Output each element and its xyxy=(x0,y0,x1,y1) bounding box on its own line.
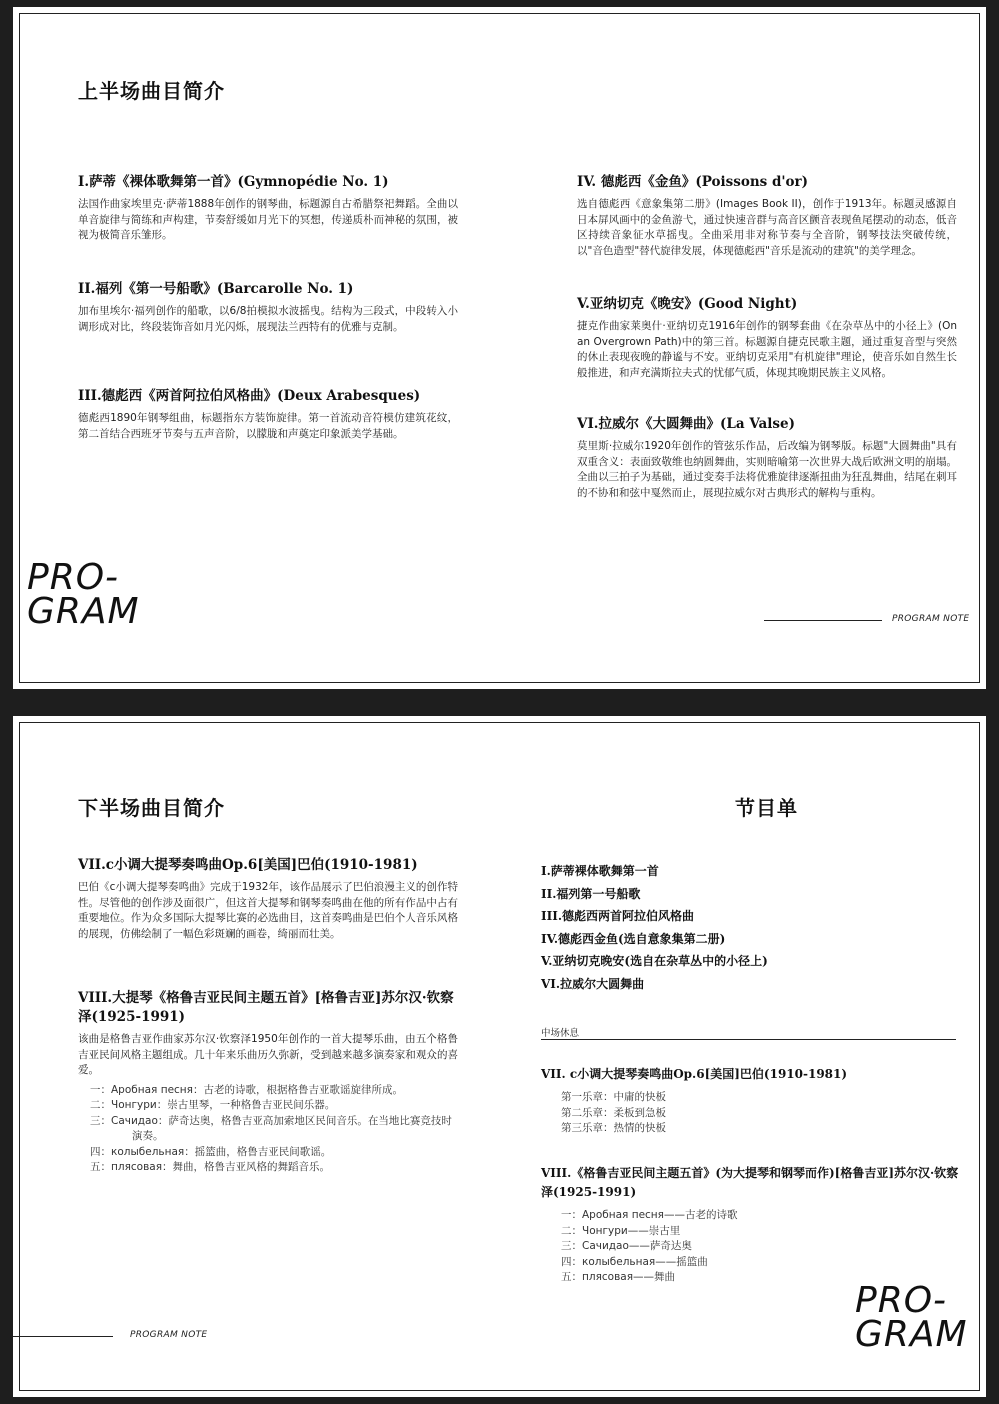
program-item: V.亚纳切克晚安(选自在杂草丛中的小径上) xyxy=(541,954,768,968)
interval-label: 中场休息 xyxy=(541,1028,580,1039)
movement-item: 二：Чонгури——崇古里 xyxy=(561,1224,681,1237)
piece-4 xyxy=(577,173,957,259)
movement-list xyxy=(561,1090,956,1137)
piece-title: IV. 德彪西《金鱼》(Poissons d'or) xyxy=(577,174,809,190)
part-title: VII. c小调大提琴奏鸣曲Op.6[美国]巴伯(1910-1981) xyxy=(541,1067,848,1081)
piece-title: V.亚纳切克《晚安》(Good Night) xyxy=(577,296,798,312)
piece-1 xyxy=(78,173,458,244)
program-spread-first-half xyxy=(0,0,999,699)
piece-title: VI.拉威尔《大圆舞曲》(La Valse) xyxy=(577,416,796,432)
piece-text: 巴伯《c小调大提琴奏鸣曲》完成于1932年，该作品展示了巴伯浪漫主义的创作特性。尽管他的创作涉及面很广，但这首大提琴和钢琴奏鸣曲在他的所有作品中占有重要地位。作为众多国际大提琴比赛的必选曲目，这首奏鸣曲是巴伯个人音乐风格的展现，仿佛绘制了一幅色彩斑斓的画卷，绮丽而壮美。 xyxy=(78,881,458,940)
piece-text: 法国作曲家埃里克·萨蒂1888年创作的钢琴曲，标题源自古希腊祭祀舞蹈。全曲以单音旋律与简练和声构建，节奏舒缓如月光下的冥想，传递质朴而神秘的氛围，被视为极简音乐雏形。 xyxy=(78,198,458,241)
movement-list xyxy=(561,1208,961,1286)
piece-text: 捷克作曲家莱奥什·亚纳切克1916年创作的钢琴套曲《在杂草丛中的小径上》(On an Overgrown Path)中的第三首。标题源自捷克民歌主题，通过重复音型与突然的休止表现夜晚的静谧与不安。亚纳切克采用"有机旋律"理论，使音乐如自然生长般推进，和声充满斯拉夫式的忧郁气质，体现其晚期民族主义风格。 xyxy=(577,320,957,379)
program-part-8 xyxy=(541,1164,961,1286)
piece-title: VII.c小调大提琴奏鸣曲Op.6[美国]巴伯(1910-1981) xyxy=(78,857,418,873)
logo-line-2: GRAM xyxy=(855,1314,968,1355)
paper-page xyxy=(13,716,986,1397)
page-heading: 上半场曲目简介 xyxy=(78,79,225,103)
list-item: 五：плясовая：舞曲，格鲁吉亚风格的舞蹈音乐。 xyxy=(90,1161,331,1173)
piece-title: III.德彪西《两首阿拉伯风格曲》(Deux Arabesques) xyxy=(78,388,421,404)
note-divider xyxy=(764,620,882,621)
program-logo xyxy=(855,1280,968,1355)
movement-item: 四：колыбельная——摇篮曲 xyxy=(561,1255,708,1268)
piece-5 xyxy=(577,295,957,381)
piece-6 xyxy=(577,415,957,501)
logo-line-2: GRAM xyxy=(27,591,140,632)
part-title: VIII.《格鲁吉亚民间主题五首》(为大提琴和钢琴而作)[格鲁吉亚]苏尔汉·钦察泽(1925-1991) xyxy=(541,1166,959,1199)
list-item: 二：Чонгури：崇古里琴，一种格鲁吉亚民间乐器。 xyxy=(90,1099,336,1111)
piece-text: 选自德彪西《意象集第二册》(Images Book II)，创作于1913年。标题灵感源自日本屏风画中的金鱼游弋，通过快速音群与高音区颤音表现鱼尾摆动的动态，低音区持续音象征水草摇曳。全曲采用非对称节奏与全音阶，钢琴技法突破传统，以"音色造型"替代旋律发展，体现德彪西"音乐是流动的建筑"的美学理念。 xyxy=(577,198,957,257)
page-heading-second-half: 下半场曲目简介 xyxy=(78,796,225,820)
piece-title: I.萨蒂《裸体歌舞第一首》(Gymnopédie No. 1) xyxy=(78,174,389,190)
interval-divider xyxy=(541,1039,956,1040)
program-list xyxy=(541,860,768,995)
program-note-label: PROGRAM NOTE xyxy=(130,1330,208,1340)
program-part-7 xyxy=(541,1065,956,1137)
program-item: II.福列第一号船歌 xyxy=(541,886,641,901)
logo-line-1: PRO- xyxy=(27,557,120,598)
movement-item: 三：Сачидао——萨奇达奥 xyxy=(561,1240,692,1252)
program-spread-second-half xyxy=(0,709,999,1404)
list-item: 一：Аробная песня：古老的诗歌，根据格鲁吉亚歌谣旋律所成。 xyxy=(90,1083,403,1096)
movement-item: 第三乐章：热情的快板 xyxy=(561,1122,666,1134)
movement-item: 五：плясовая——舞曲 xyxy=(561,1271,676,1283)
movement-item: 第二乐章：柔板到急板 xyxy=(561,1106,666,1119)
piece-3 xyxy=(78,387,458,442)
piece-7 xyxy=(78,856,458,942)
piece-text: 加布里埃尔·福列创作的船歌，以6/8拍模拟水波摇曳。结构为三段式，中段转入小调形成对比，终段装饰音如月光闪烁，展现法兰西特有的优雅与克制。 xyxy=(78,305,458,333)
piece-2 xyxy=(78,280,458,335)
list-item: 三：Сачидао：萨奇达奥，格鲁吉亚高加索地区民间音乐。在当地比赛竞技时演奏。 xyxy=(90,1114,452,1142)
program-note-label: PROGRAM NOTE xyxy=(892,614,970,624)
piece-text: 德彪西1890年钢琴组曲，标题指东方装饰旋律。第一首流动音符模仿建筑花纹，第二首结合西班牙节奏与五声音阶，以朦胧和声奠定印象派美学基础。 xyxy=(78,412,458,440)
program-item: VI.拉威尔大圆舞曲 xyxy=(541,976,645,991)
paper-page xyxy=(13,7,986,689)
program-item: III.德彪西两首阿拉伯风格曲 xyxy=(541,909,695,923)
program-logo xyxy=(27,557,140,632)
logo-line-1: PRO- xyxy=(855,1280,948,1321)
piece-text: 莫里斯·拉威尔1920年创作的管弦乐作品，后改编为钢琴版。标题"大圆舞曲"具有双重含义：表面致敬维也纳圆舞曲，实则暗喻第一次世界大战后欧洲文明的崩塌。全曲以三拍子为基础，通过变奏手法将优雅旋律逐渐扭曲为狂乱舞曲，结尾在刺耳的不协和和弦中戛然而止，展现拉威尔对古典形式的解构与重构。 xyxy=(577,440,957,499)
program-item: IV.德彪西金鱼(选自意象集第二册) xyxy=(541,931,726,946)
piece-title: II.福列《第一号船歌》(Barcarolle No. 1) xyxy=(78,281,354,297)
movement-item: 第一乐章：中庸的快板 xyxy=(561,1091,666,1103)
piece-title: VIII.大提琴《格鲁吉亚民间主题五首》[格鲁吉亚]苏尔汉·钦察泽(1925-1991) xyxy=(78,990,454,1025)
program-item: I.萨蒂裸体歌舞第一首 xyxy=(541,864,659,878)
piece-8 xyxy=(78,989,458,1176)
movement-item: 一：Аробная песня——古老的诗歌 xyxy=(561,1209,738,1221)
page-heading-program: 节目单 xyxy=(735,796,798,820)
note-divider xyxy=(13,1336,113,1337)
list-item: 四：колыбельная：摇篮曲，格鲁吉亚民间歌谣。 xyxy=(90,1145,332,1158)
theme-list xyxy=(90,1083,458,1176)
piece-text: 该曲是格鲁吉亚作曲家苏尔汉·钦察泽1950年创作的一首大提琴乐曲，由五个格鲁吉亚民间风格主题组成。几十年来乐曲历久弥新，受到越来越多演奏家和观众的喜爱。 xyxy=(78,1033,458,1076)
